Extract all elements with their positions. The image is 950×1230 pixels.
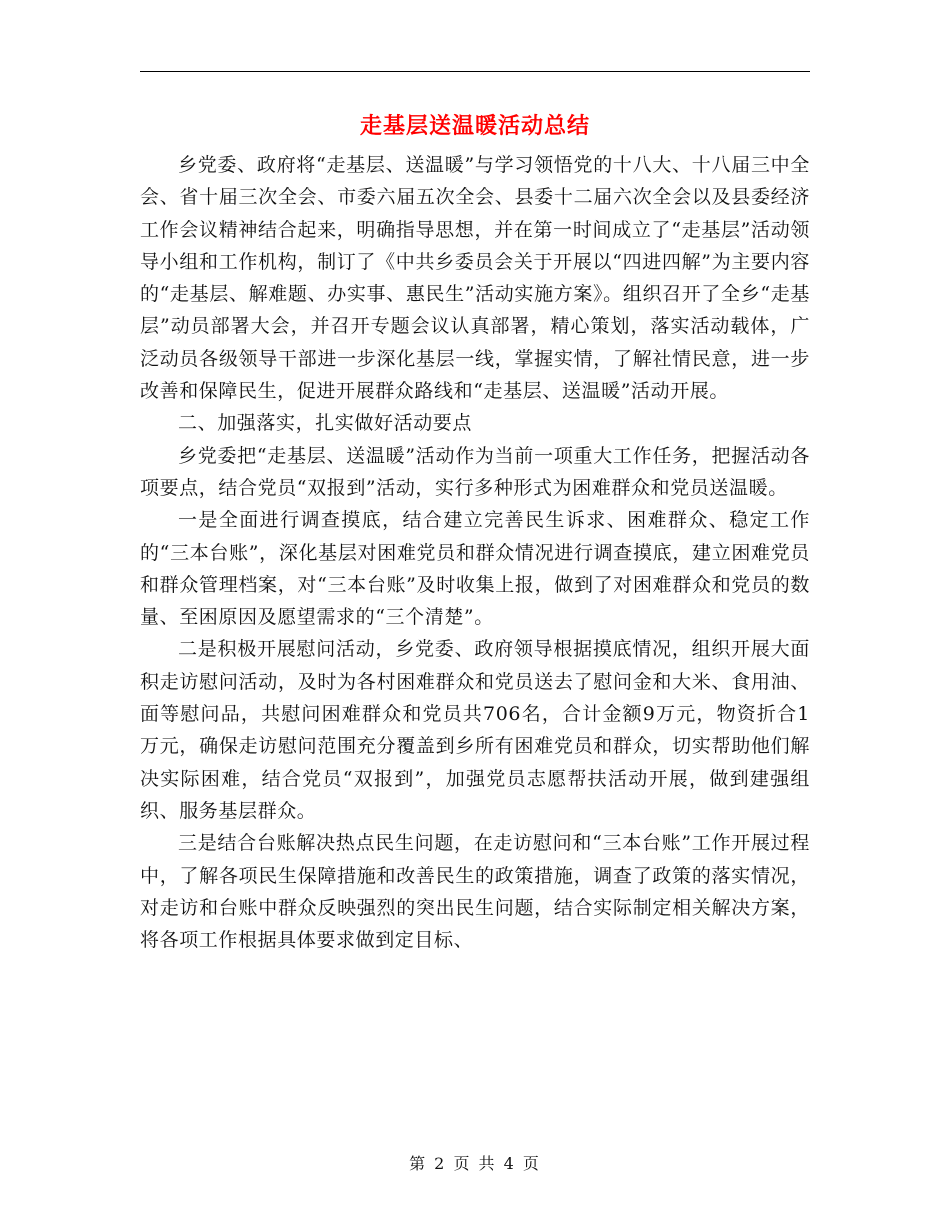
- paragraph-overview: 乡党委把“走基层、送温暖”活动作为当前一项重大工作任务，把握活动各项要点，结合党员“双报到”活动，实行多种形式为困难群众和党员送温暖。: [140, 444, 810, 499]
- paragraph-item-1: 一是全面进行调查摸底，结合建立完善民生诉求、困难群众、稳定工作的“三本台账”，深化基层对困难党员和群众情况进行调查摸底，建立困难党员和群众管理档案，对“三本台账”及时收集上报，做到了对困难群众和党员的数量、至困原因及愿望需求的“三个清楚”。: [140, 509, 810, 629]
- paragraph-item-3: 三是结合台账解决热点民生问题，在走访慰问和“三本台账”工作开展过程中，了解各项民生保障措施和改善民生的政策措施，调查了政策的落实情况，对走访和台账中群众反映强烈的突出民生问题，结合实际制定相关解决方案，将各项工作根据具体要求做到定目标、: [140, 832, 810, 952]
- header-rule: [140, 71, 810, 72]
- page-footer: 第 2 页 共 4 页: [409, 1154, 541, 1173]
- paragraph-intro: 乡党委、政府将“走基层、送温暖”与学习领悟党的十八大、十八届三中全会、省十届三次全会、市委六届五次全会、县委十二届六次全会以及县委经济工作会议精神结合起来，明确指导思想，并在第一时间成立了“走基层”活动领导小组和工作机构，制订了《中共乡委员会关于开展以“四进四解”为主要内容的“走基层、解难题、办实事、惠民生”活动实施方案》。组织召开了全乡“走基层”动员部署大会，并召开专题会议认真部署，精心策划，落实活动载体，广泛动员各级领导干部进一步深化基层一线，掌握实情，了解社情民意，进一步改善和保障民生，促进开展群众路线和“走基层、送温暖”活动开展。: [140, 154, 810, 403]
- paragraph-item-2: 二是积极开展慰问活动，乡党委、政府领导根据摸底情况，组织开展大面积走访慰问活动，及时为各村困难群众和党员送去了慰问金和大米、食用油、面等慰问品，共慰问困难群众和党员共706名，合计金额9万元，物资折合1万元，确保走访慰问范围充分覆盖到乡所有困难党员和群众，切实帮助他们解决实际困难，结合党员“双报到”，加强党员志愿帮扶活动开展，做到建强组织、服务基层群众。: [140, 638, 810, 822]
- document-body: [140, 149, 810, 956]
- document-title: 走基层送温暖活动总结: [359, 113, 590, 139]
- section-heading: 二、加强落实，扎实做好活动要点: [178, 412, 473, 435]
